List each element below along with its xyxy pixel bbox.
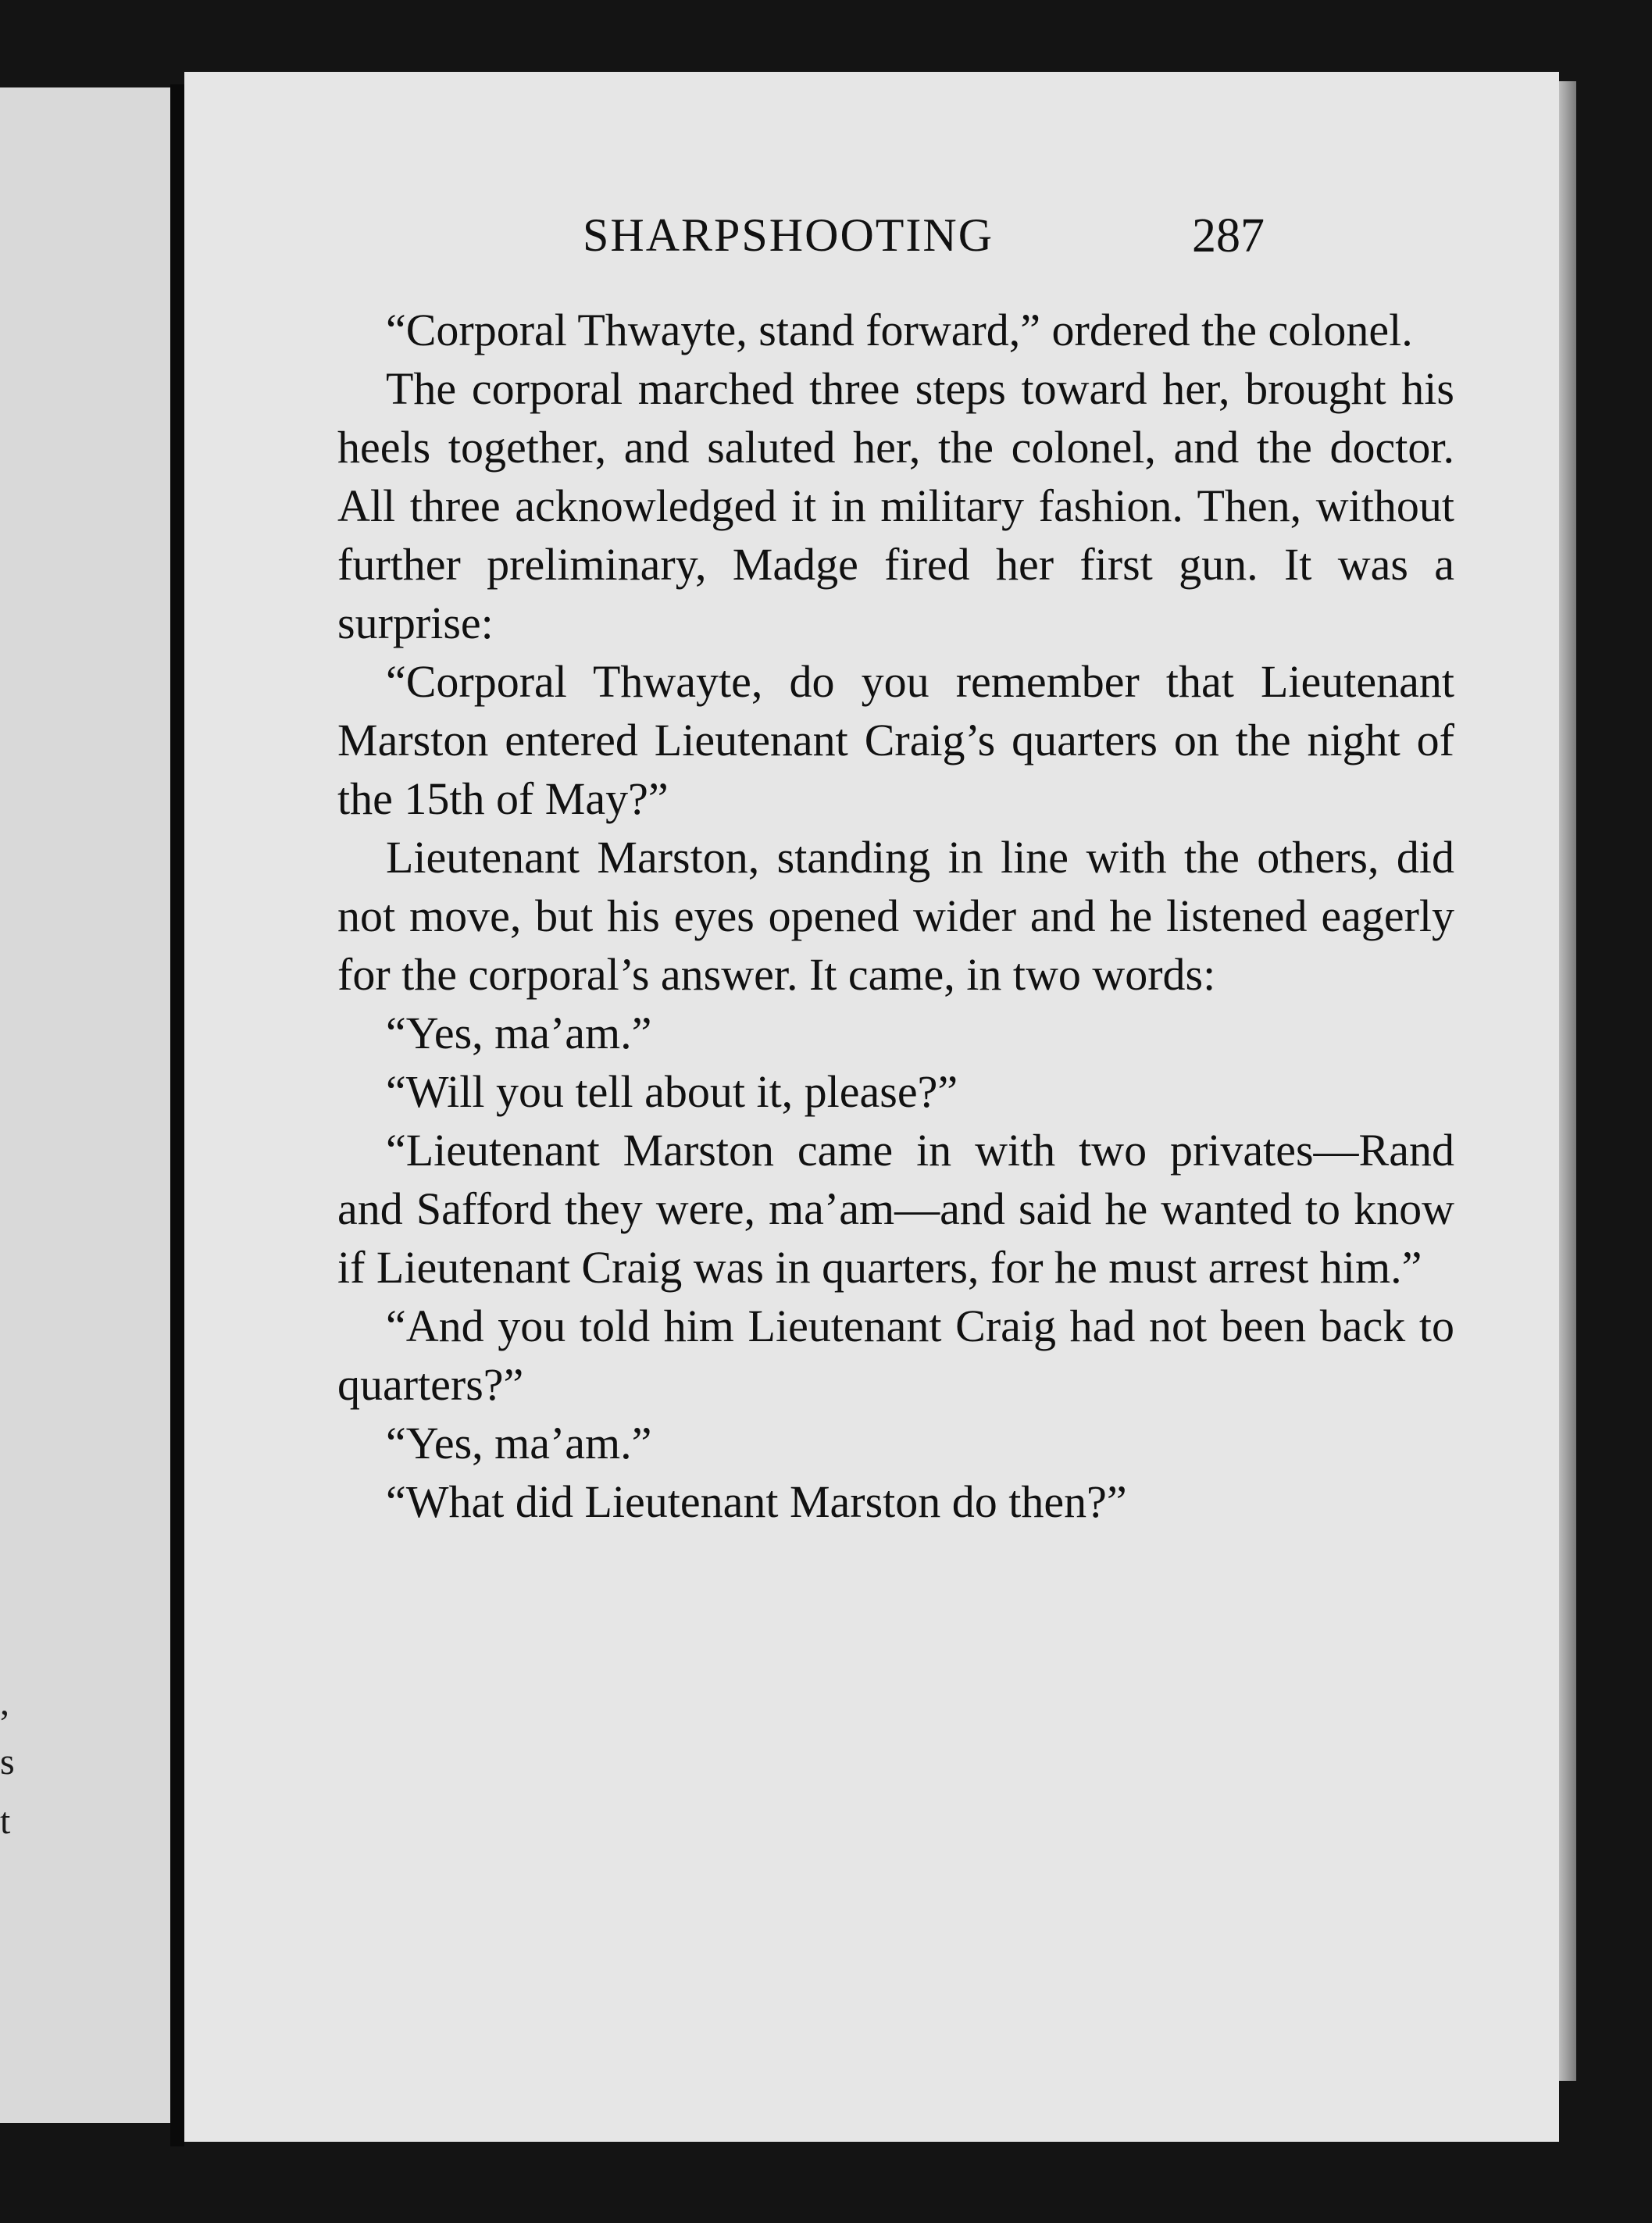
running-title: SHARPSHOOTING xyxy=(583,209,994,261)
facing-page xyxy=(0,87,170,2123)
paragraph: “Will you tell about it, please?” xyxy=(386,1066,958,1117)
body-text xyxy=(337,301,1454,1531)
paragraph: “Yes, ma’am.” xyxy=(386,1008,652,1058)
page-number: 287 xyxy=(1192,209,1265,262)
facing-page-fragment: , s t xyxy=(0,1682,15,1842)
paragraph: “Corporal Thwayte, do you remember that Lieutenant Marston entered Lieutenant Craig’s quarters on the night of the 15th of May?” xyxy=(337,656,1454,824)
paragraph: “Corporal Thwayte, stand forward,” ordered the colonel. xyxy=(386,305,1413,355)
book-gutter xyxy=(170,84,184,2146)
paragraph: “Lieutenant Marston came in with two privates—Rand and Safford they were, ma’am—and said he wanted to know if Lieutenant Craig was in quarters, for he must arrest him.” xyxy=(337,1125,1454,1293)
paragraph: “Yes, ma’am.” xyxy=(386,1418,652,1468)
paragraph: “What did Lieutenant Marston do then?” xyxy=(386,1476,1127,1527)
page-header xyxy=(184,209,1559,279)
book-page xyxy=(184,72,1559,2142)
paragraph: “And you told him Lieutenant Craig had not been back to quarters?” xyxy=(337,1301,1454,1410)
paragraph: The corporal marched three steps toward her, brought his heels together, and saluted her, the colonel, and the doctor. All three acknowledged it in military fashion. Then, without further preliminary, Madge fired her first gun. It was a surprise: xyxy=(337,363,1454,648)
paragraph: Lieutenant Marston, standing in line with the others, did not move, but his eyes opened wider and he listened eagerly for the corporal’s answer. It came, in two words: xyxy=(337,832,1454,1000)
page-edge xyxy=(1559,81,1576,2081)
